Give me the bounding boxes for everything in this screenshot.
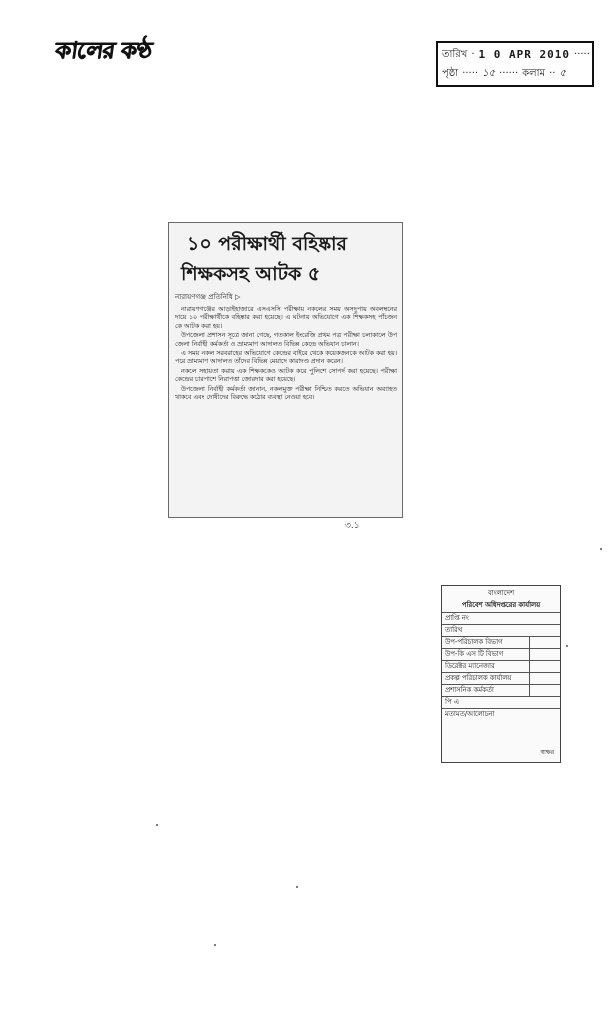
slip-header: বাংলাদেশ (487, 589, 515, 597)
clipping-paragraph: উপজেলা নির্বাহী কর্মকর্তা জানান, নকলমুক্ত পরীক্ষা নিশ্চিত করতে অভিযান অব্যাহত থাকবে এবং দোষীদের বিরুদ্ধে কঠোর ব্যবস্থা নেওয়া হবে। (175, 385, 397, 402)
slip-row: তারিখ (442, 624, 560, 636)
slip-row: মতামত/আলোচনা (442, 708, 560, 720)
stamp-date-value: 1 0 APR 2010 (478, 48, 571, 61)
clipping-paragraph: উপজেলা প্রশাসন সূত্রে জানা গেছে, গতকাল ইংরেজি প্রথম পত্র পরীক্ষা চলাকালে উপজেলা নির্বাহী কর্মকর্তা ও ভ্রাম্যমাণ আদালত বিভিন্ন কেন্দ্রে অভিযান চালান। (175, 332, 397, 348)
news-clipping (168, 222, 403, 518)
date-stamp (436, 41, 594, 87)
slip-row: প্রশাসনিক কর্মকর্তা (442, 684, 560, 696)
slip-row: পি এ (442, 696, 560, 708)
slip-row: প্রকল্প পরিচালক কার্যালয় (442, 672, 560, 684)
clipping-headline-line2: শিক্ষকসহ আটক ৫ (181, 263, 321, 285)
stamp-page-row: পৃষ্ঠা ····· ১৫ ······ কলাম ·· ৫ (442, 64, 588, 83)
clipping-body (175, 306, 397, 402)
stamp-date-label: তারিখ (442, 49, 468, 60)
clipping-headline-line1: ১০ পরীক্ষার্থী বহিষ্কার (187, 233, 347, 255)
clipping-paragraph: এ সময় নকল সরবরাহের অভিযোগে কেন্দ্রের বাইরে থেকে কয়েকজনকে আটক করা হয়। পরে ভ্রাম্যমাণ আদালত তাঁদের বিভিন্ন মেয়াদে কারাদণ্ড প্রদান করেন। (175, 350, 397, 366)
stamp-page-label: পৃষ্ঠা (442, 68, 459, 79)
clipping-handwritten-mark: ৩.১ (345, 521, 360, 531)
stamp-date-row: তারিখ · 1 0 APR 2010 ····· (442, 45, 588, 64)
clipping-paragraph: নারায়ণগঞ্জের আড়াইহাজারে এসএসসি পরীক্ষায় নকলের সময় অসদুপায় অবলম্বনের দায়ে ১০ পরীক্ষার্থীকে বহিষ্কার করা হয়েছে। এ ঘটনায় অভিযোগে এক শিক্ষকসহ পাঁচজনকে আটক করা হয়। (175, 306, 397, 330)
clipping-paragraph: নকলে সহায়তা করায় এক শিক্ষককেও আটক করে পুলিশে সোপর্দ করা হয়েছে। পরীক্ষা কেন্দ্রের চারপাশে নিরাপত্তা জোরদার করা হয়েছে। (175, 367, 397, 384)
newspaper-masthead-logo: কালের কণ্ঠ (53, 38, 153, 64)
scan-speck (566, 645, 568, 647)
scan-speck (600, 548, 602, 550)
clipping-byline: নারায়ণগঞ্জ প্রতিনিধি ▷ (175, 293, 241, 301)
scan-speck (296, 886, 298, 888)
slip-row: ডিরেক্টর ম্যানেজার (442, 660, 560, 672)
slip-signature: স্বাক্ষর (540, 749, 554, 756)
slip-row: প্রাপ্তি নং (442, 612, 560, 624)
stamp-column-value: ৫ (559, 68, 566, 79)
routing-slip (441, 585, 561, 763)
slip-row: উপ-কি এস টি বিভাগ (442, 648, 560, 660)
scan-speck (156, 824, 158, 826)
stamp-column-label: কলাম (522, 68, 546, 79)
scan-speck (214, 944, 216, 946)
slip-row: উপ-পরিচালক বিভাগ (442, 636, 560, 648)
slip-office: পরিবেশ অধিদপ্তরের কার্যালয় (461, 601, 541, 609)
stamp-page-value: ১৫ (482, 68, 496, 79)
